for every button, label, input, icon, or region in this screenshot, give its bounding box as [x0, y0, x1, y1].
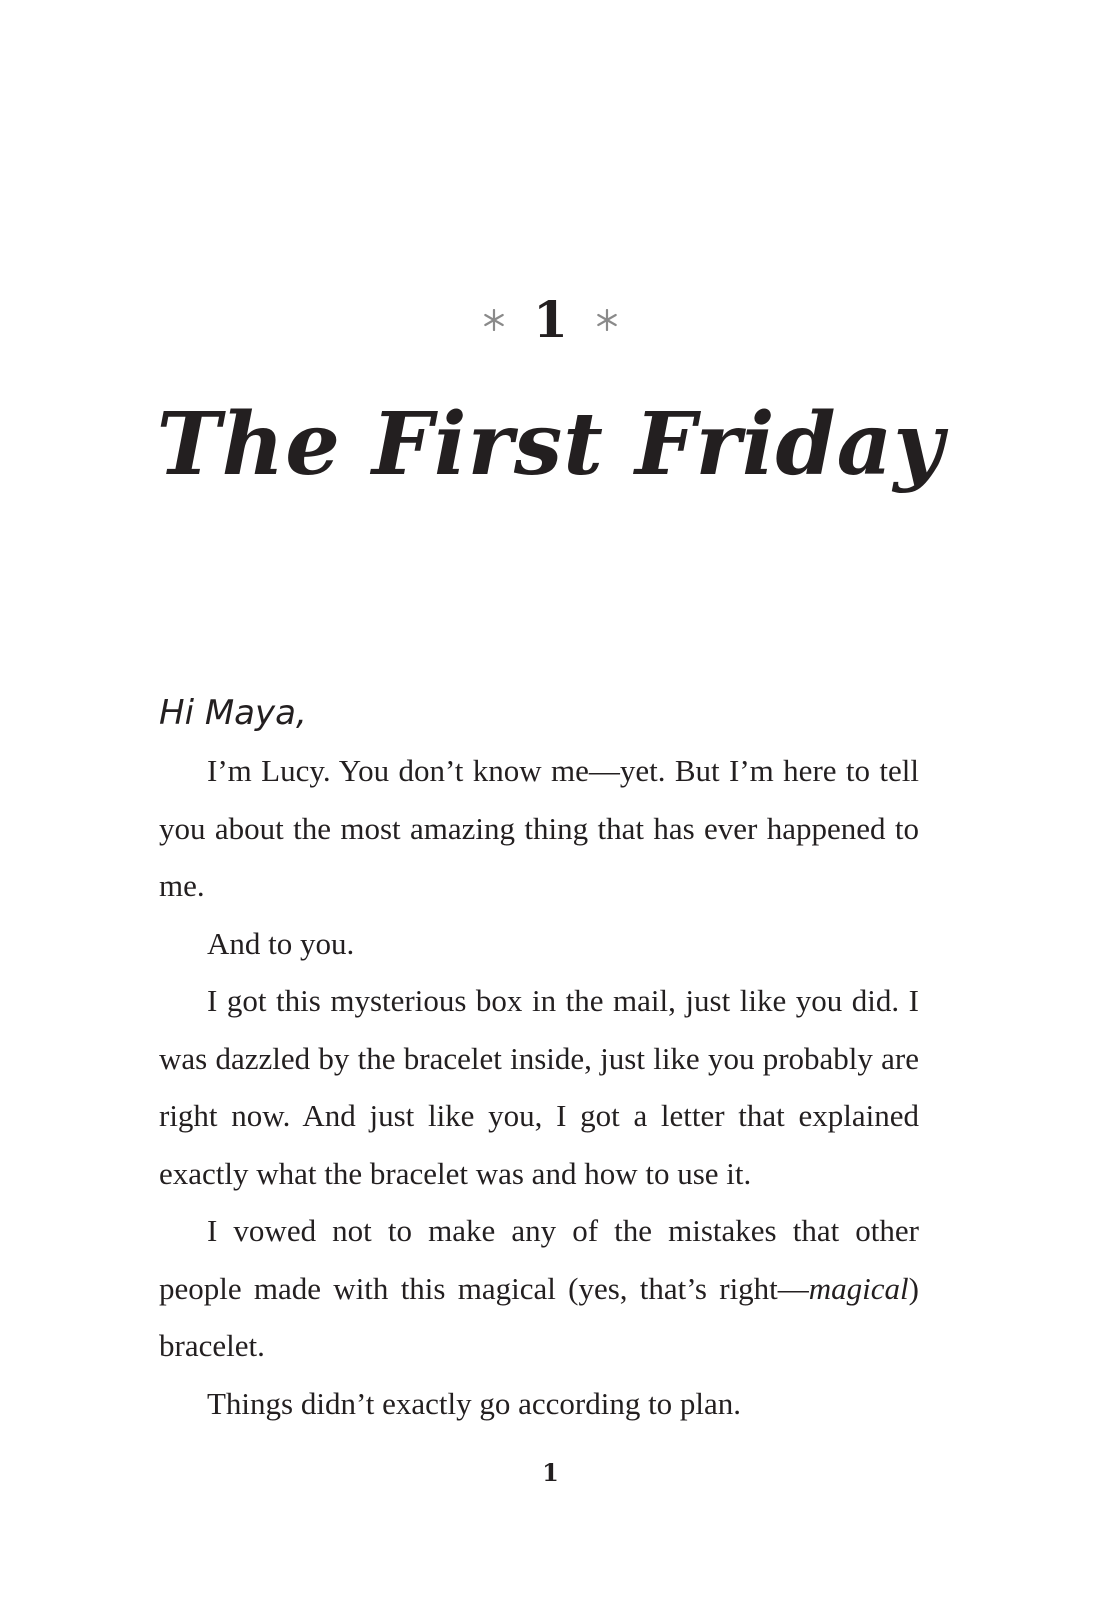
- page-number: 1: [542, 1458, 559, 1487]
- paragraph-text: ) bracelet.: [159, 1270, 919, 1363]
- paragraph: I’m Lucy. You don’t know me—yet. But I’m here to tell you about the most amazing thing that has ever happened to me.: [159, 753, 919, 903]
- paragraph: I got this mysterious box in the mail, just like you did. I was dazzled by the bracelet inside, just like you probably are right now. And just like you, I got a letter that explained exactly what the bracelet was and how to use it.: [159, 983, 919, 1191]
- star-icon: [483, 309, 505, 331]
- paragraph-text: I vowed not to make any of the mistakes that other people made with this magical (yes, that’s right—: [159, 1213, 919, 1306]
- emphasis-text: magical: [808, 1270, 909, 1306]
- letter-greeting: Hi Maya,: [159, 693, 307, 733]
- chapter-number-row: [0, 290, 1101, 350]
- paragraph: Things didn’t exactly go according to plan.: [207, 1385, 742, 1421]
- chapter-title: The First Friday: [156, 394, 945, 495]
- paragraph: And to you.: [207, 925, 355, 961]
- chapter-number: 1: [533, 290, 568, 349]
- star-icon: [596, 309, 618, 331]
- letter-body: [159, 688, 919, 1432]
- paragraph: [159, 1202, 919, 1375]
- chapter-heading: [0, 290, 1101, 500]
